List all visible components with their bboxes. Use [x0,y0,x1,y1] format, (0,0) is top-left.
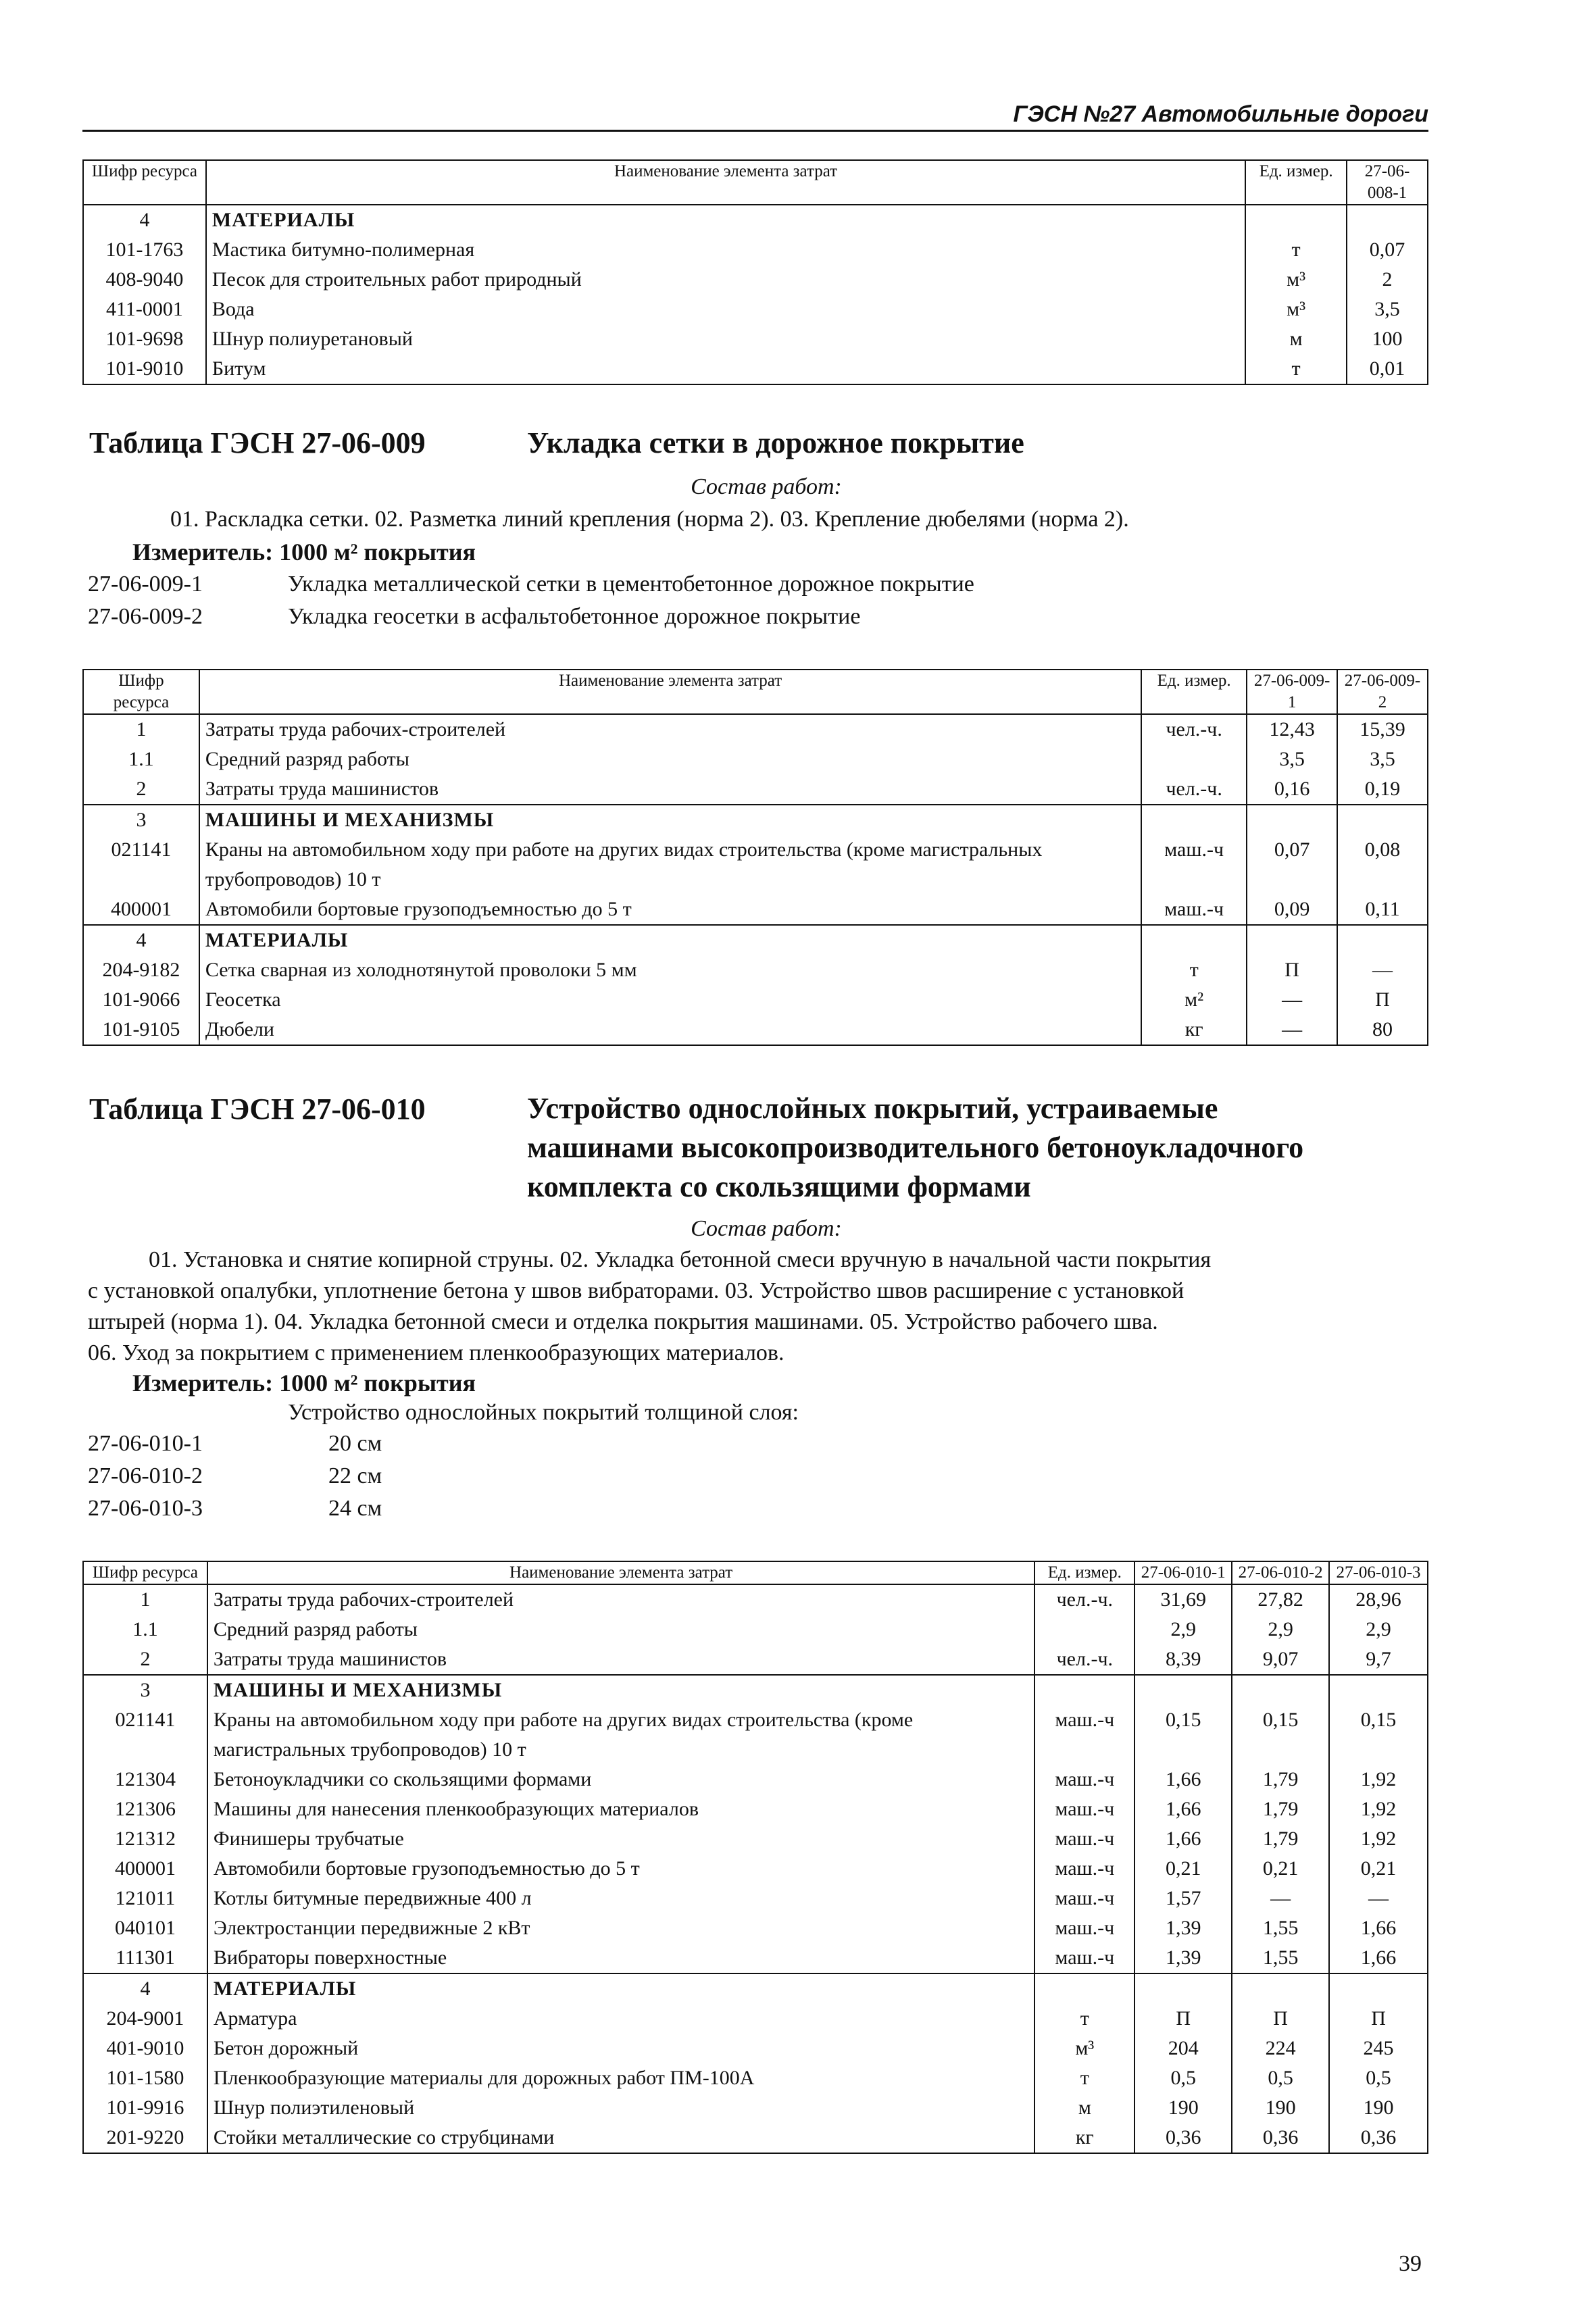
resource-code: 121306 [83,1794,207,1824]
item-text-009-2: Укладка геосетки в асфальтобетонное дорожное покрытие [288,604,861,629]
norm-value: 80 [1337,1015,1428,1045]
resource-code: 101-9010 [83,354,206,384]
table-row [83,235,1428,265]
table-27-06-008 [82,159,1428,385]
norm-value: 27,82 [1232,1584,1329,1615]
resource-code: 4 [83,205,206,235]
norm-value: 0,36 [1134,2123,1232,2153]
unit: маш.-ч [1034,1884,1134,1913]
table-row [83,1644,1428,1675]
resource-name: Мастика битумно-полимерная [206,235,1245,265]
table-row [83,2063,1428,2093]
norm-value [1134,1675,1232,1705]
unit [1141,745,1247,774]
section-row [83,1675,1428,1705]
header-rule [82,130,1428,132]
table-27-06-010 [82,1561,1428,2154]
table-27-06-009 [82,669,1428,1046]
norm-value: П [1232,2004,1329,2034]
item-code-009-1: 27-06-009-1 [88,572,203,597]
table-title-010-line1: Устройство однослойных покрытий, устраиваемые [527,1092,1218,1125]
unit: маш.-ч [1034,1765,1134,1794]
norm-value: 3,5 [1337,745,1428,774]
resource-code: 121304 [83,1765,207,1794]
resource-code: 021141 [83,835,199,895]
unit: м³ [1245,295,1347,324]
unit: маш.-ч [1141,835,1247,895]
resource-code: 1 [83,714,199,745]
unit: т [1034,2063,1134,2093]
norm-value: 1,79 [1232,1794,1329,1824]
norm-value: 0,36 [1329,2123,1428,2153]
resource-code: 101-9916 [83,2093,207,2123]
unit [1245,205,1347,235]
unit: т [1245,354,1347,384]
norm-value: 0,19 [1337,774,1428,805]
table-row [83,1584,1428,1615]
unit: т [1245,235,1347,265]
unit: маш.-ч [1141,895,1247,925]
col-header-norm: 27-06-010-3 [1329,1561,1428,1584]
item-code-010-3: 27-06-010-3 [88,1496,203,1521]
unit: м [1034,2093,1134,2123]
resource-name: Арматура [207,2004,1034,2034]
resource-code: 401-9010 [83,2034,207,2063]
norm-value: — [1247,985,1337,1015]
resource-code: 204-9001 [83,2004,207,2034]
norm-value [1247,805,1337,835]
table-label-009: Таблица ГЭСН 27-06-009 [89,426,426,459]
table-label-010: Таблица ГЭСН 27-06-010 [89,1092,426,1126]
norm-value: 1,55 [1232,1913,1329,1943]
work-line-1: 01. Установка и снятие копирной струны. 02. Укладка бетонной смеси вручную в начальной части покрытия [149,1247,1212,1272]
resource-name: Краны на автомобильном ходу при работе на других видах строительства (кроме магистральных трубопроводов) 10 т [199,835,1141,895]
resource-name: МАТЕРИАЛЫ [206,205,1245,235]
norm-value: 2 [1347,265,1428,295]
resource-code: 2 [83,774,199,805]
resource-name: МАШИНЫ И МЕХАНИЗМЫ [207,1675,1034,1705]
work-line-3: штырей (норма 1). 04. Укладка бетонной смеси и отделка покрытия машинами. 05. Устройство рабочего шва. [88,1309,1158,1334]
col-header-norm: 27-06-008-1 [1347,160,1428,205]
measure-009: Измеритель: 1000 м² покрытия [132,538,476,565]
norm-value [1329,1973,1428,2004]
norm-value [1232,1973,1329,2004]
table-row [83,1705,1428,1765]
norm-value: — [1232,1884,1329,1913]
unit: маш.-ч [1034,1794,1134,1824]
norm-value: — [1337,955,1428,985]
norm-value: 28,96 [1329,1584,1428,1615]
section-row [83,925,1428,955]
resource-code: 101-1580 [83,2063,207,2093]
col-header-code: Шифр ресурса [83,160,206,205]
table-row [83,1854,1428,1884]
unit: м³ [1034,2034,1134,2063]
norm-value: 1,39 [1134,1913,1232,1943]
item-text-010-1: 20 см [328,1431,382,1456]
norm-value: 1,66 [1134,1824,1232,1854]
col-header-norm: 27-06-010-1 [1134,1561,1232,1584]
norm-value [1232,1675,1329,1705]
resource-code: 4 [83,925,199,955]
norm-value: 245 [1329,2034,1428,2063]
table-row [83,1015,1428,1045]
norm-value [1329,1675,1428,1705]
work-line-4: 06. Уход за покрытием с применением пленкообразующих материалов. [88,1340,784,1365]
resource-name: Краны на автомобильном ходу при работе на других видах строительства (кроме магистральных трубопроводов) 10 т [207,1705,1034,1765]
norm-value: — [1329,1884,1428,1913]
norm-value: 1,79 [1232,1824,1329,1854]
table-row [83,1824,1428,1854]
resource-name: Шнур полиэтиленовый [207,2093,1034,2123]
resource-code: 411-0001 [83,295,206,324]
unit [1034,1615,1134,1644]
norm-value: 0,08 [1337,835,1428,895]
resource-name: Автомобили бортовые грузоподъемностью до 5 т [199,895,1141,925]
unit [1034,1973,1134,2004]
norm-value: 1,66 [1134,1765,1232,1794]
table-title-010-line2: машинами высокопроизводительного бетоноукладочного [527,1131,1304,1164]
norm-value: 1,66 [1329,1943,1428,1973]
col-header-norm: 27-06-010-2 [1232,1561,1329,1584]
norm-value: 12,43 [1247,714,1337,745]
norm-value: 2,9 [1134,1615,1232,1644]
norm-value [1337,805,1428,835]
table-row [83,985,1428,1015]
table-row [83,2034,1428,2063]
unit: м² [1141,985,1247,1015]
norm-value: 31,69 [1134,1584,1232,1615]
resource-name: Песок для строительных работ природный [206,265,1245,295]
norm-value: 0,09 [1247,895,1337,925]
norm-value: 2,9 [1329,1615,1428,1644]
resource-name: Пленкообразующие материалы для дорожных работ ПМ-100А [207,2063,1034,2093]
resource-name: Затраты труда машинистов [199,774,1141,805]
work-line-2: с установкой опалубки, уплотнение бетона у швов вибраторами. 03. Устройство швов расширение с установкой [88,1278,1184,1303]
measure-010: Измеритель: 1000 м² покрытия [132,1369,476,1397]
unit: чел.-ч. [1034,1584,1134,1615]
norm-value: 190 [1232,2093,1329,2123]
table-row [83,354,1428,384]
col-header-unit: Ед. измер. [1245,160,1347,205]
unit: т [1034,2004,1134,2034]
resource-name: Машины для нанесения пленкообразующих материалов [207,1794,1034,1824]
section-row [83,805,1428,835]
resource-code: 021141 [83,1705,207,1765]
norm-value: 204 [1134,2034,1232,2063]
item-text-009-1: Укладка металлической сетки в цементобетонное дорожное покрытие [288,572,974,597]
unit: чел.-ч. [1141,774,1247,805]
item-code-010-1: 27-06-010-1 [88,1431,203,1456]
col-header-name: Наименование элемента затрат [206,160,1245,205]
resource-name: Затраты труда рабочих-строителей [199,714,1141,745]
section-row [83,1973,1428,2004]
norm-value: 1,57 [1134,1884,1232,1913]
resource-code: 408-9040 [83,265,206,295]
norm-value: 0,15 [1329,1705,1428,1765]
norm-value: 0,21 [1232,1854,1329,1884]
norm-value: 0,21 [1329,1854,1428,1884]
resource-name: Шнур полиуретановый [206,324,1245,354]
table-row [83,1884,1428,1913]
norm-value: 190 [1329,2093,1428,2123]
resource-name: Бетон дорожный [207,2034,1034,2063]
norm-value: 0,07 [1347,235,1428,265]
norm-value: 0,16 [1247,774,1337,805]
table-row [83,714,1428,745]
unit: маш.-ч [1034,1943,1134,1973]
item-code-010-2: 27-06-010-2 [88,1463,203,1488]
unit [1141,925,1247,955]
norm-value: 100 [1347,324,1428,354]
norm-value: 1,66 [1134,1794,1232,1824]
norm-value: 0,21 [1134,1854,1232,1884]
col-header-name: Наименование элемента затрат [207,1561,1034,1584]
section-row [83,205,1428,235]
unit [1034,1675,1134,1705]
norm-value: 9,7 [1329,1644,1428,1675]
table-row [83,1943,1428,1973]
table-row [83,774,1428,805]
table-row [83,295,1428,324]
table-row [83,1615,1428,1644]
norm-value: 0,11 [1337,895,1428,925]
unit: кг [1034,2123,1134,2153]
resource-code: 2 [83,1644,207,1675]
norm-value: 0,15 [1134,1705,1232,1765]
col-header-code: Шифр ресурса [83,670,199,714]
unit: маш.-ч [1034,1824,1134,1854]
unit: чел.-ч. [1034,1644,1134,1675]
norm-value: 1,92 [1329,1765,1428,1794]
resource-name: МАШИНЫ И МЕХАНИЗМЫ [199,805,1141,835]
table-row [83,1913,1428,1943]
resource-name: Затраты труда рабочих-строителей [207,1584,1034,1615]
unit: т [1141,955,1247,985]
table-row [83,835,1428,895]
unit: маш.-ч [1034,1854,1134,1884]
norm-value: 9,07 [1232,1644,1329,1675]
table-title-010-line3: комплекта со скользящими формами [527,1170,1031,1203]
table-row [83,324,1428,354]
resource-name: МАТЕРИАЛЫ [199,925,1141,955]
norm-value: 1,66 [1329,1913,1428,1943]
col-header-unit: Ед. измер. [1141,670,1247,714]
norm-value: 224 [1232,2034,1329,2063]
resource-code: 4 [83,1973,207,2004]
table-row [83,895,1428,925]
resource-name: Средний разряд работы [199,745,1141,774]
work-list-009: 01. Раскладка сетки. 02. Разметка линий крепления (норма 2). 03. Крепление дюбелями (норма 2). [170,507,1129,532]
norm-value: 1,92 [1329,1824,1428,1854]
resource-name: Автомобили бортовые грузоподъемностью до 5 т [207,1854,1034,1884]
resource-code: 1.1 [83,1615,207,1644]
col-header-code: Шифр ресурса [83,1561,207,1584]
norm-value: 2,9 [1232,1615,1329,1644]
norm-value: 1,39 [1134,1943,1232,1973]
resource-code: 040101 [83,1913,207,1943]
norm-value: 0,5 [1329,2063,1428,2093]
resource-code: 3 [83,1675,207,1705]
norm-value: 15,39 [1337,714,1428,745]
norm-value: 0,5 [1134,2063,1232,2093]
resource-name: МАТЕРИАЛЫ [207,1973,1034,2004]
norm-value: 0,07 [1247,835,1337,895]
resource-name: Котлы битумные передвижные 400 л [207,1884,1034,1913]
resource-name: Финишеры трубчатые [207,1824,1034,1854]
table-row [83,1794,1428,1824]
norm-value [1337,925,1428,955]
resource-code: 101-9105 [83,1015,199,1045]
resource-name: Битум [206,354,1245,384]
sostav-label-009: Состав работ: [691,474,842,499]
norm-value: 0,15 [1232,1705,1329,1765]
resource-code: 101-9066 [83,985,199,1015]
resource-name: Стойки металлические со струбцинами [207,2123,1034,2153]
col-header-norm: 27-06-009-1 [1247,670,1337,714]
norm-value [1247,925,1337,955]
item-text-010-2: 22 см [328,1463,382,1488]
col-header-unit: Ед. измер. [1034,1561,1134,1584]
table-row [83,265,1428,295]
resource-name: Вода [206,295,1245,324]
norm-value: 3,5 [1247,745,1337,774]
norm-value: П [1337,985,1428,1015]
norm-value [1347,205,1428,235]
resource-code: 101-9698 [83,324,206,354]
norm-value: 190 [1134,2093,1232,2123]
item-code-009-2: 27-06-009-2 [88,604,203,629]
unit: кг [1141,1015,1247,1045]
resource-name: Вибраторы поверхностные [207,1943,1034,1973]
table-row [83,2004,1428,2034]
resource-name: Дюбели [199,1015,1141,1045]
norm-value: 1,92 [1329,1794,1428,1824]
resource-name: Бетоноукладчики со скользящими формами [207,1765,1034,1794]
resource-name: Затраты труда машинистов [207,1644,1034,1675]
norm-value: 1,79 [1232,1765,1329,1794]
subhead-010: Устройство однослойных покрытий толщиной слоя: [288,1400,799,1425]
norm-value: П [1134,2004,1232,2034]
item-text-010-3: 24 см [328,1496,382,1521]
unit [1141,805,1247,835]
resource-name: Средний разряд работы [207,1615,1034,1644]
table-title-009: Укладка сетки в дорожное покрытие [527,426,1024,459]
resource-code: 101-1763 [83,235,206,265]
unit: м³ [1245,265,1347,295]
table-row [83,955,1428,985]
resource-code: 121312 [83,1824,207,1854]
table-row [83,1765,1428,1794]
norm-value [1134,1973,1232,2004]
resource-code: 1.1 [83,745,199,774]
norm-value: 3,5 [1347,295,1428,324]
norm-value: 1,55 [1232,1943,1329,1973]
table-row [83,2123,1428,2153]
resource-code: 204-9182 [83,955,199,985]
unit: маш.-ч [1034,1705,1134,1765]
resource-code: 400001 [83,1854,207,1884]
norm-value: 8,39 [1134,1644,1232,1675]
unit: м [1245,324,1347,354]
resource-name: Сетка сварная из холоднотянутой проволоки 5 мм [199,955,1141,985]
resource-code: 400001 [83,895,199,925]
resource-code: 201-9220 [83,2123,207,2153]
norm-value: 0,36 [1232,2123,1329,2153]
unit: маш.-ч [1034,1913,1134,1943]
col-header-name: Наименование элемента затрат [199,670,1141,714]
unit: чел.-ч. [1141,714,1247,745]
norm-value: 0,5 [1232,2063,1329,2093]
sostav-label-010: Состав работ: [691,1216,842,1241]
running-header: ГЭСН №27 Автомобильные дороги [1013,101,1428,127]
resource-code: 3 [83,805,199,835]
table-row [83,745,1428,774]
norm-value: П [1247,955,1337,985]
norm-value: П [1329,2004,1428,2034]
resource-code: 111301 [83,1943,207,1973]
resource-code: 1 [83,1584,207,1615]
resource-name: Геосетка [199,985,1141,1015]
table-row [83,2093,1428,2123]
col-header-norm: 27-06-009-2 [1337,670,1428,714]
resource-name: Электростанции передвижные 2 кВт [207,1913,1034,1943]
norm-value: 0,01 [1347,354,1428,384]
page-number: 39 [1399,2251,1422,2276]
norm-value: — [1247,1015,1337,1045]
resource-code: 121011 [83,1884,207,1913]
